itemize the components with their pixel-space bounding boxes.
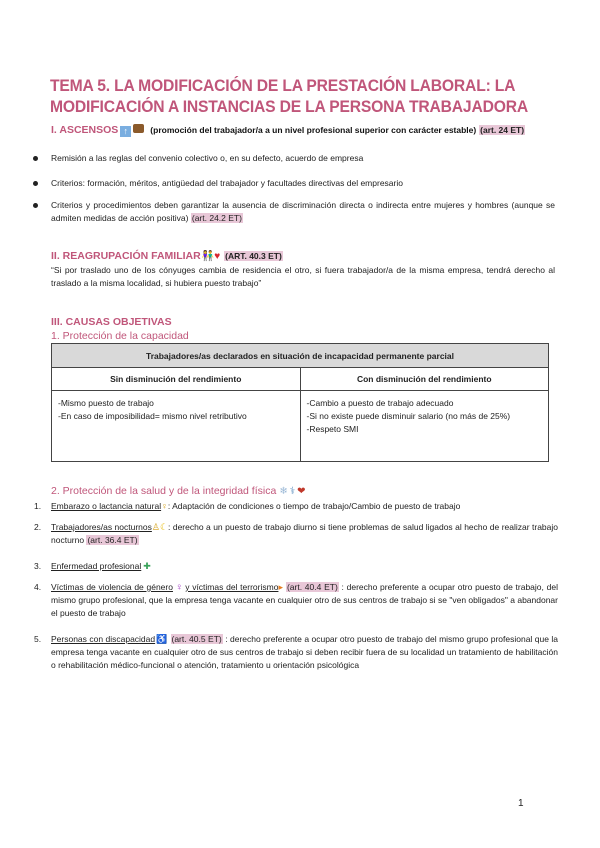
list-item-5 bbox=[51, 633, 558, 672]
list-number: 2. bbox=[34, 522, 42, 532]
table-cell-1 bbox=[52, 391, 301, 462]
list-number: 4. bbox=[34, 582, 42, 592]
section-heading-ascensos: I. ASCENSOS bbox=[51, 124, 119, 136]
list-item-3 bbox=[51, 560, 551, 573]
page-number: 1 bbox=[518, 798, 524, 809]
item-3-label: Enfermedad profesional bbox=[51, 561, 142, 571]
ascensos-ref: (art. 24 ET) bbox=[480, 125, 525, 135]
list-item-2 bbox=[51, 521, 558, 547]
table-cell-line: -Respeto SMI bbox=[306, 424, 359, 434]
family-icon: 👫 bbox=[201, 251, 215, 262]
section-heading-reagrupacion: II. REAGRUPACIÓN FAMILIAR bbox=[51, 250, 201, 262]
wheelchair-icon: ♿ bbox=[156, 634, 168, 644]
item-5-label: Personas con discapacidad bbox=[51, 634, 156, 644]
bandage-icon: ✚ bbox=[143, 561, 151, 571]
up-arrow-icon: ↑ bbox=[120, 126, 131, 137]
item-4-label-2: y víctimas del terrorismo bbox=[185, 582, 279, 592]
item-5-text: : derecho preferente a ocupar otro puesto de trabajo del mismo grupo profesional que la empresa tenga vacante en cualquier otro de sus centros de trabajo si deben recibir fuera de su localidad un tratamiento de habilitación o rehabilitación médico-funcional o atención, tratamiento u orientación psicológica bbox=[51, 634, 558, 670]
stethoscope-icon: ⚕ bbox=[289, 486, 296, 497]
table-cell-2 bbox=[300, 391, 549, 462]
item-5-ref: (art. 40.5 ET) bbox=[171, 634, 222, 644]
anatomical-heart-icon: ❤ bbox=[297, 486, 306, 497]
table-cell-line: -Si no existe puede disminuir salario (no más de 25%) bbox=[306, 411, 511, 421]
list-number: 3. bbox=[34, 561, 42, 571]
item-4-label: Víctimas de violencia de género bbox=[51, 582, 173, 592]
bullet-dot bbox=[33, 181, 38, 186]
bullet-dot bbox=[33, 203, 38, 208]
table-col-header-2: Con disminución del rendimiento bbox=[300, 368, 549, 391]
table-cell-line: -Cambio a puesto de trabajo adecuado bbox=[306, 398, 454, 408]
section-ascensos bbox=[51, 124, 551, 137]
item-2-label: Trabajadores/as nocturnos bbox=[51, 522, 152, 532]
item-1-text: : Adaptación de condiciones o tiempo de trabajo/Cambio de puesto de trabajo bbox=[167, 501, 461, 511]
person-icon: ♙ bbox=[151, 522, 160, 532]
subsection-salud-label: 2. Protección de la salud y de la integridad física bbox=[51, 485, 277, 497]
pregnant-icon: ♀ bbox=[161, 501, 168, 511]
ascensos-bullet-2: Criterios: formación, méritos, antigüedad del trabajador y facultades directivas del empresario bbox=[51, 178, 403, 188]
briefcase-icon bbox=[133, 124, 144, 133]
item-2-text: : derecho a un puesto de trabajo diurno si tiene problemas de salud ligados al hecho de realizar trabajo nocturno bbox=[51, 522, 559, 545]
heart-icon: ♥ bbox=[214, 251, 221, 262]
list-item-4 bbox=[51, 581, 558, 620]
table-cell-line: -En caso de imposibilidad= mismo nivel retributivo bbox=[58, 411, 247, 421]
ascensos-bullet-3-text: Criterios y procedimientos deben garantizar la ausencia de discriminación directa o indirecta entre mujeres y hombres (aunque se admiten medidas de acción positiva) bbox=[51, 200, 555, 223]
section-heading-causas: III. CAUSAS OBJETIVAS bbox=[51, 316, 172, 328]
ascensos-bullet-3 bbox=[51, 199, 555, 225]
item-4-text: : derecho preferente a ocupar otro puesto de trabajo, del mismo grupo profesional, que la empresa tenga vacante en cualquier otro de sus centros de trabajo si se "ven obligados" a abandonar el puesto de trabajo bbox=[51, 582, 558, 618]
list-number: 1. bbox=[34, 501, 42, 511]
female-sign-icon: ♀ bbox=[174, 582, 184, 593]
moon-icon: ☾ bbox=[159, 522, 169, 532]
ascensos-bullet-3-ref: (art. 24.2 ET) bbox=[191, 213, 242, 223]
list-item-1 bbox=[51, 500, 556, 513]
item-1-label: Embarazo o lactancia natural bbox=[51, 501, 162, 511]
reagrupacion-quote: “Si por traslado uno de los cónyuges cambia de residencia el otro, si fuera trabajador/a de la misma empresa, tendrá derecho al traslado a la misma localidad, si hubiera puesto trabajo” bbox=[51, 265, 555, 288]
reagrupacion-ref: (ART. 40.3 ET) bbox=[225, 251, 282, 261]
item-2-ref: (art. 36.4 ET) bbox=[87, 535, 138, 545]
subsection-salud bbox=[51, 485, 306, 497]
ascensos-subtitle: (promoción del trabajador/a a un nivel profesional superior con carácter estable) bbox=[150, 125, 477, 135]
pistol-icon: ▸ bbox=[278, 582, 283, 592]
list-number: 5. bbox=[34, 634, 42, 644]
table-header: Trabajadores/as declarados en situación de incapacidad permanente parcial bbox=[52, 344, 549, 368]
ascensos-bullet-1: Remisión a las reglas del convenio colectivo o, en su defecto, acuerdo de empresa bbox=[51, 153, 364, 163]
table-cell-line: -Mismo puesto de trabajo bbox=[58, 398, 154, 408]
bullet-dot bbox=[33, 156, 38, 161]
page-title: TEMA 5. LA MODIFICACIÓN DE LA PRESTACIÓN LABORAL: LA MODIFICACIÓN A INSTANCIAS DE LA PERSONA TRABAJADORA bbox=[50, 77, 528, 116]
capacity-table bbox=[51, 343, 549, 462]
table-col-header-1: Sin disminución del rendimiento bbox=[52, 368, 301, 391]
snowflake-icon: ❄ bbox=[279, 486, 288, 497]
item-4-ref: (art. 40.4 ET) bbox=[286, 582, 338, 592]
section-reagrupacion bbox=[51, 250, 283, 262]
subsection-capacidad: 1. Protección de la capacidad bbox=[51, 330, 189, 342]
